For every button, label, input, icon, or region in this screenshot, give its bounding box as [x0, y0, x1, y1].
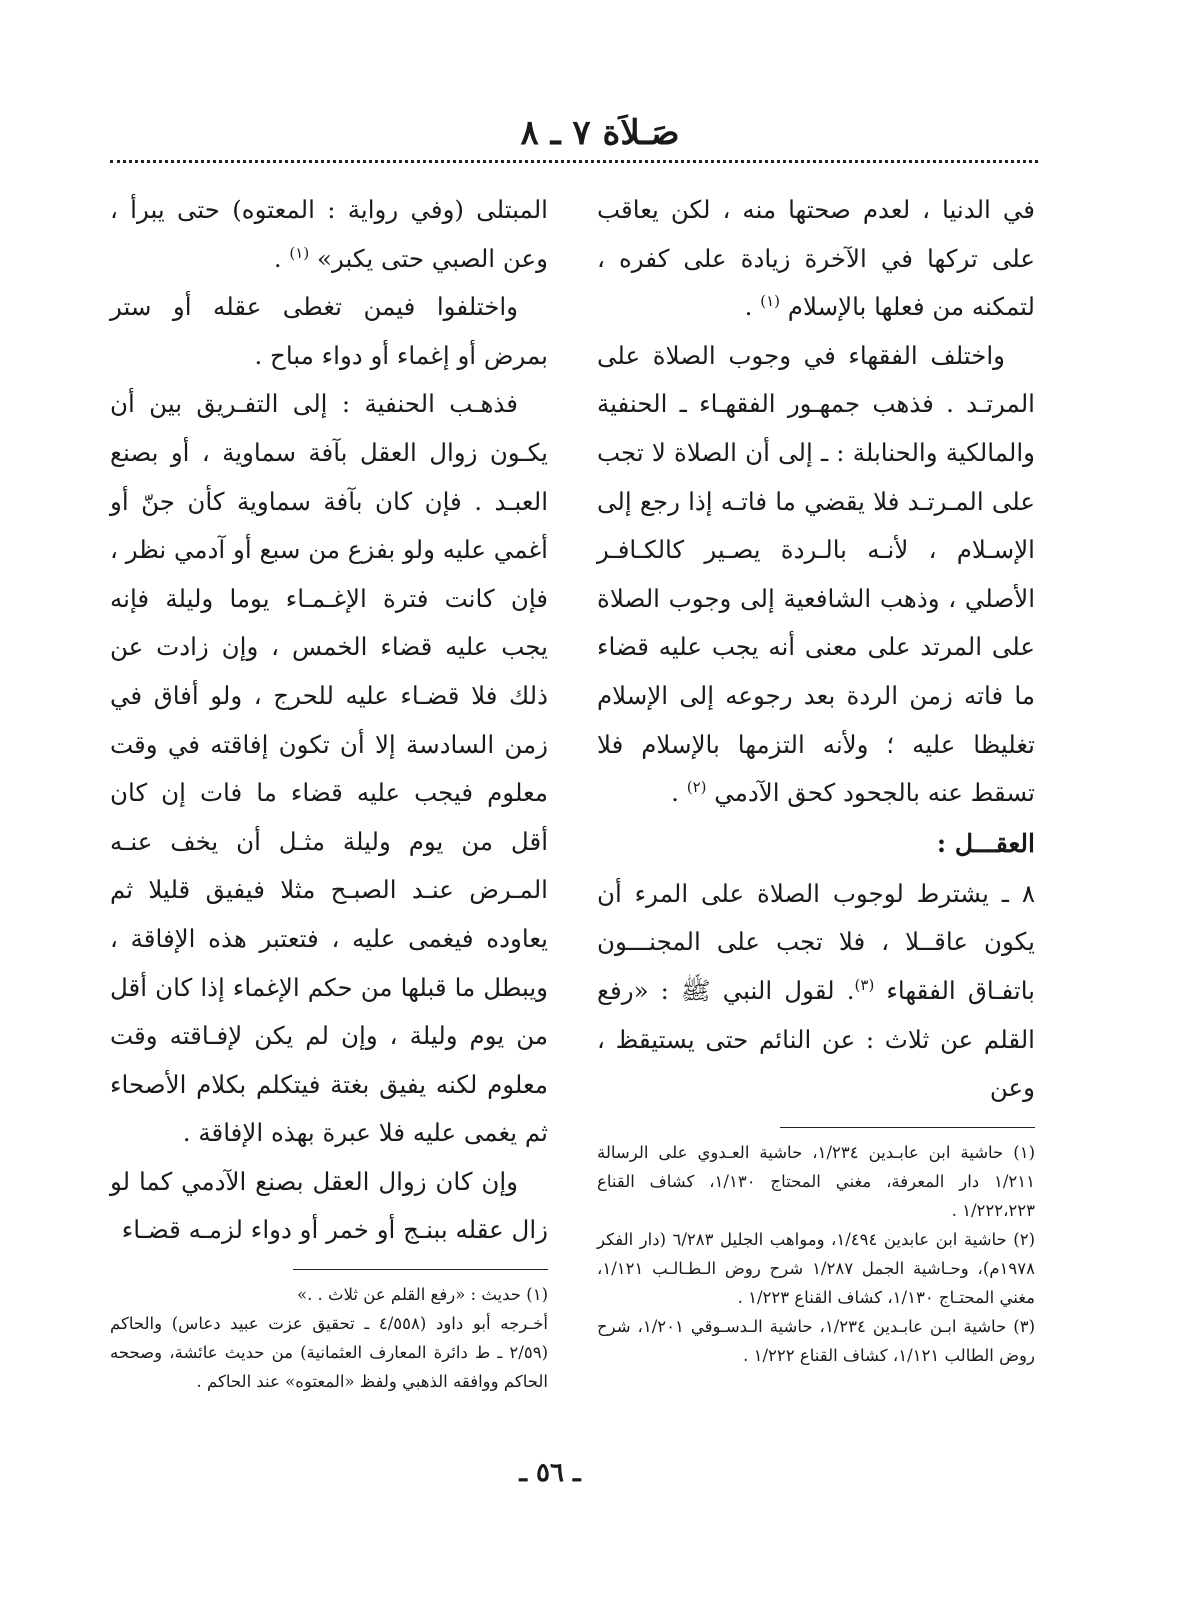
footnote: (٢) حاشية ابن عابدين ١/٤٩٤، ومواهب الجليل ٦/٢٨٣ (دار الفكر ١٩٧٨م)، وحـاشية الجمل ١/٢٨٧ شرح روض الـطـالـب ١/١٢١، مغني المحتـاج ١/١٣٠، كشاف القناع ١/٢٢٣ . [597, 1229, 1035, 1307]
paragraph-text: في الدنيا ، لعدم صحتها منه ، لكن يعاقب على تركها في الآخرة زيادة على كفره ، لتمكنه من فعلها بالإسلام [597, 195, 1035, 322]
footnote-rule [293, 1269, 548, 1270]
footnote: (١) حديث : «رفع القلم عن ثلاث . .» [296, 1285, 548, 1305]
page-header-title: صَـلاَة ٧ ـ ٨ [520, 113, 680, 153]
paragraph [597, 870, 1035, 1113]
paragraph: فذهـب الحنفية : إلى التفـريق بين أن يكـون زوال العقل بآفة سماوية ، أو بصنع العبـد . فإن كان بآفة سماوية كأن جنّ أو أغمي عليه ولو بفزع من سبع أو آدمي نظر ، فإن كانت فترة الإغـمـاء يوما وليلة فإنه يجب عليه قضاء الخمس ، وإن زادت عن ذلك فلا قضـاء عليه للحرج ، ولو أفاق في زمن السادسة إلا أن تكون إفاقته في وقت معلوم فيجب عليه قضاء ما فات إن كان أقل من يوم وليلة مثـل أن يخف عنـه المـرض عنـد الصبـح مثلا فيفيق قليلا ثم يعاوده فيغمى عليه ، فتعتبر هذه الإفاقة ، ويبطل ما قبلها من حكم الإغماء إذا كان أقل من يوم وليلة ، وإن لم يكن لإفـاقته وقت معلوم لكنه يفيق بغتة فيتكلم بكلام الأصحاء ثم يغمى عليه فلا عبرة بهذه الإفاقة . [110, 389, 548, 1148]
paragraph-end: . لقول النبي ﷺ : «رفع القلم عن ثلاث : عن النائم حتى يستيقظ ، وعن [597, 975, 1035, 1103]
right-column [597, 186, 1035, 1370]
paragraph [597, 332, 1035, 818]
footnote-ref: (٢) [686, 777, 707, 796]
header-dotted-rule [110, 160, 1038, 163]
footnote: (٣) حاشية ابـن عابـدين ١/٢٣٤، حاشية الـدسـوقي ١/٢٠١، شرح روض الطالب ١/١٢١، كشاف القناع ١/٢٢٢ . [597, 1316, 1035, 1365]
paragraph-end: . [273, 243, 290, 273]
paragraph-text: واختلف الفقهاء في وجوب الصلاة على المرتـد . فذهب جمهـور الفقهـاء ـ الحنفية والمالكية والحنابلة : ـ إلى أن الصلاة لا تجب على المـرتـد فلا يقضي ما فاتـه إذا رجع إلى الإسـلام ، لأنـه بالـردة يصـير كالكـافـر الأصلي ، وذهب الشافعية إلى وجوب الصلاة على المرتد على معنى أنه يجب عليه قضاء ما فاته زمن الردة بعد رجوعه إلى الإسلام تغليظا عليه ؛ ولأنه التزمها بالإسلام فلا تسقط عنه بالجحود كحق الآدمي [597, 340, 1035, 808]
paragraph-text: المبتلى (وفي رواية : المعتوه) حتى يبرأ ، وعن الصبي حتى يكبر» [110, 195, 548, 273]
paragraph-end: . [671, 778, 687, 808]
footnote-ref: (١) [289, 243, 310, 262]
paragraph [597, 186, 1035, 332]
left-column [110, 186, 548, 1396]
footnote: أخـرجه أبو داود (٤/٥٥٨ ـ تحقيق عزت عبيد دعاس) والحاكم (٢/٥٩ ـ ط دائرة المعارف العثمانية) من حديث عائشة، وصححه الحاكم ووافقه الذهبي ولفظ «المعتوه» عند الحاكم . [110, 1314, 548, 1392]
paragraph [110, 186, 548, 283]
footnote-ref: (١) [760, 292, 780, 311]
footnote-rule [780, 1127, 1035, 1128]
paragraph: واختلفوا فيمن تغطى عقله أو ستر بمرض أو إغماء أو دواء مباح . [110, 292, 548, 370]
footnote-ref: (٣) [854, 975, 875, 994]
section-heading: العقـــل : [936, 828, 1035, 858]
footnote: (١) حاشية ابن عابـدين ١/٢٣٤، حاشية العـدوي على الرسالة ١/٢١١ دار المعرفة، مغني المحتاج ١/١٣٠، كشاف القناع ١/٢٢٢،٢٢٣ . [597, 1142, 1035, 1220]
page-number: ـ ٥٦ ـ [519, 1458, 581, 1488]
paragraph-end: . [744, 292, 761, 322]
paragraph-text: ٨ ـ يشترط لوجوب الصلاة على المرء أن يكون عاقــلا ، فلا تجب على المجنـــون باتفـاق الفقهاء [597, 878, 1035, 1005]
paragraph: وإن كان زوال العقل بصنع الآدمي كما لو زال عقله ببنـج أو خمر أو دواء لزمـه قضـاء [110, 1166, 548, 1245]
